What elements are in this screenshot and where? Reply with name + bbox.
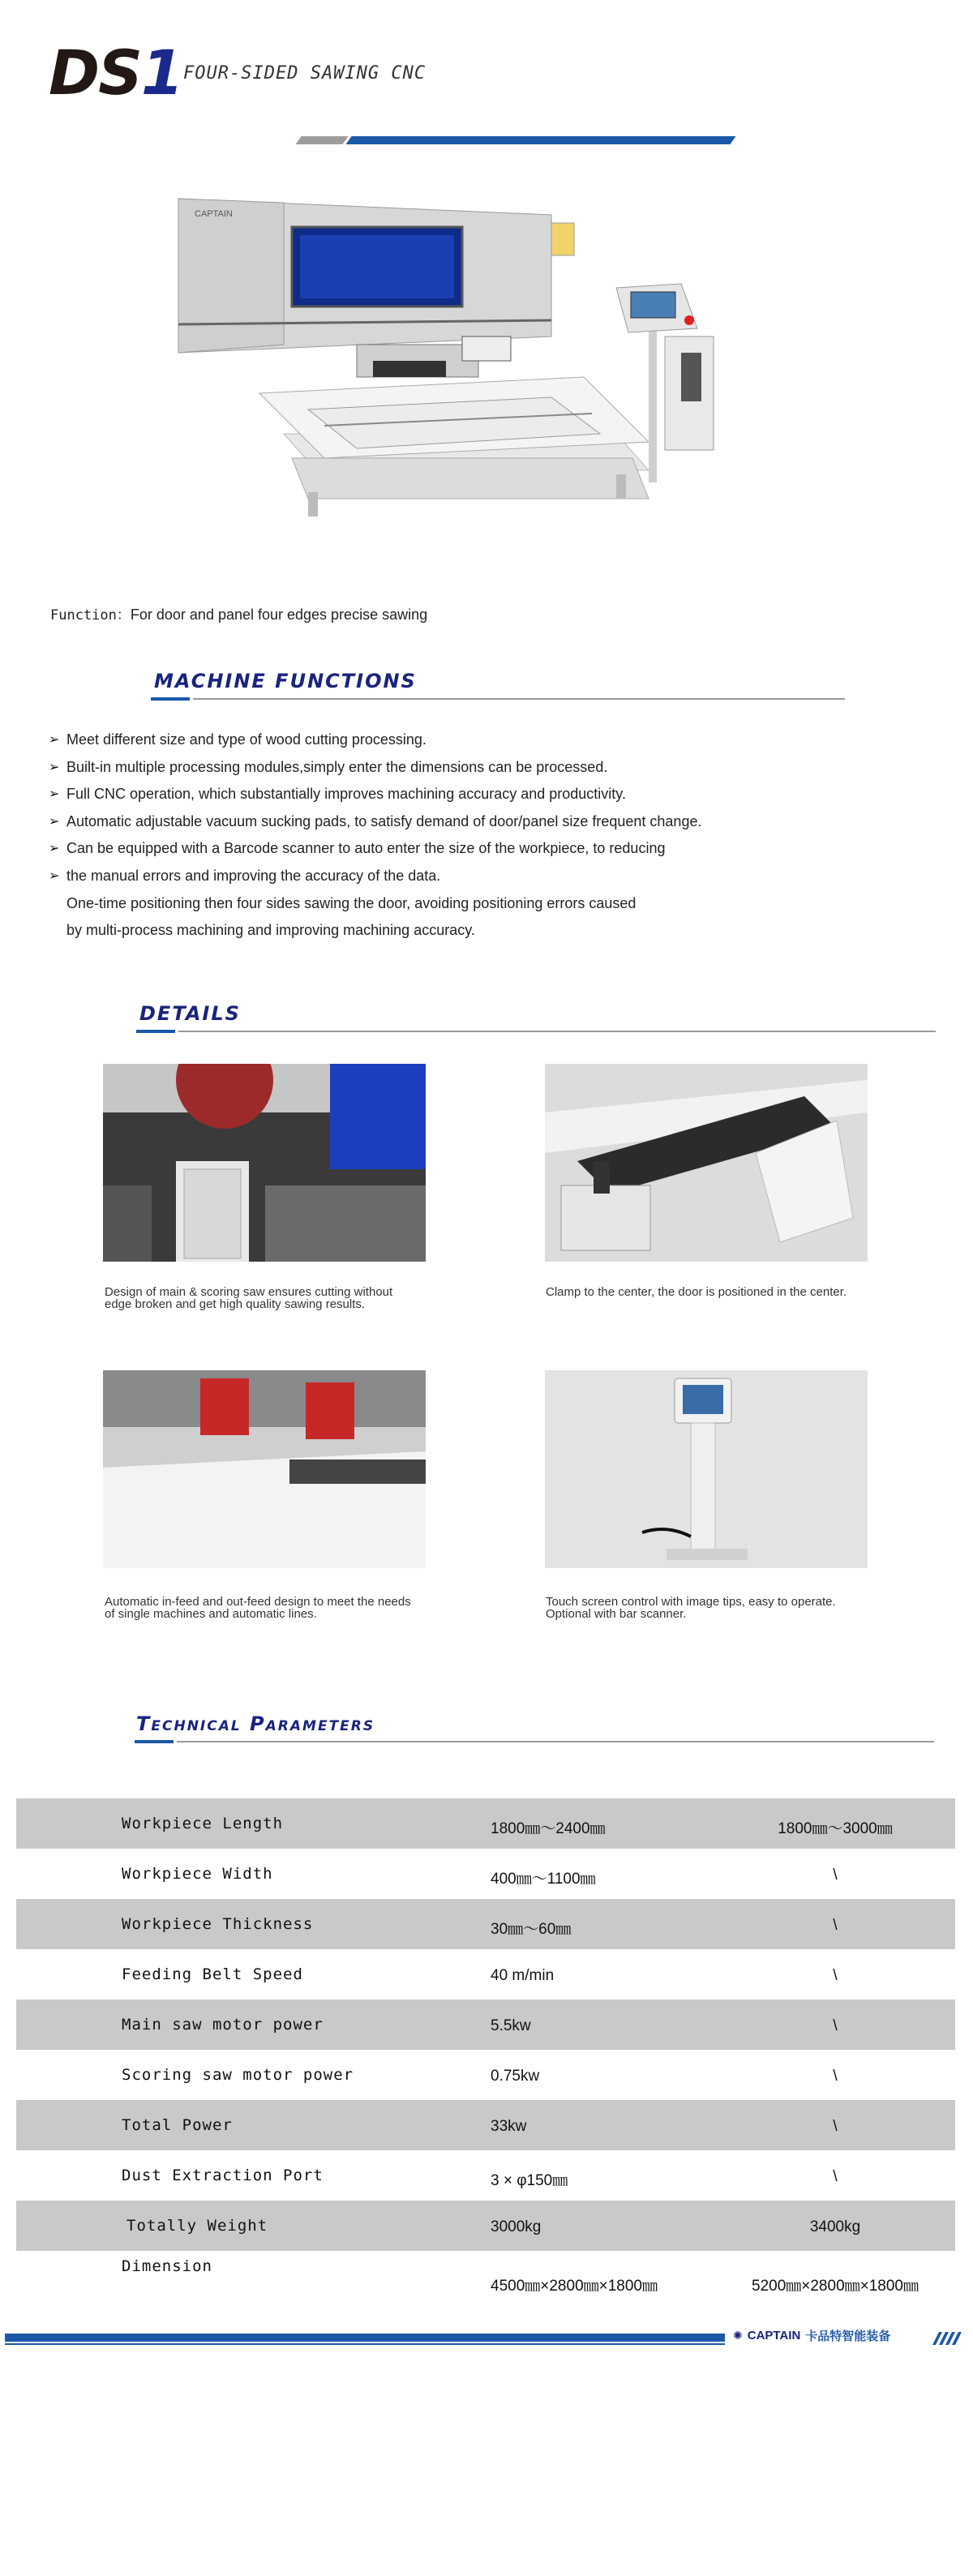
list-item: ➢ the manual errors and improving the accuracy of the data. [49, 863, 778, 890]
machine-functions-list [49, 727, 778, 945]
arrow-bullet-icon: ➢ [49, 760, 60, 774]
detail-caption-2: Clamp to the center, the door is positioned in the center. [546, 1285, 847, 1299]
list-item: ➢ Full CNC operation, which substantially improves machining accuracy and productivity. [49, 781, 778, 808]
model-subtitle: FOUR-SIDED SAWING CNC [183, 63, 426, 84]
table-row: Workpiece Length 1800㎜～2400㎜ 1800㎜～3000㎜ [16, 1798, 955, 1849]
detail-photo-infeed [103, 1370, 426, 1568]
table-row: Dust Extraction Port 3 × φ150㎜ \ [122, 2167, 838, 2189]
arrow-bullet-icon: ➢ [49, 733, 60, 747]
model-title [49, 36, 182, 109]
details-heading: DETAILS [139, 1002, 241, 1025]
table-row: Feeding Belt Speed 40 m/min \ [122, 1965, 838, 1984]
list-item: ➢ Can be equipped with a Barcode scanner to auto enter the size of the workpiece, to reducing [49, 835, 778, 863]
footer-divider [5, 2334, 725, 2345]
table-row: Workpiece Thickness 30㎜～60㎜ \ [16, 1899, 955, 1949]
detail-photo-touchscreen [545, 1370, 868, 1568]
table-row: Workpiece Width 400㎜～1100㎜ \ [122, 1865, 838, 1888]
machine-functions-rule [151, 697, 845, 701]
table-row: Dimension 4500㎜×2800㎜×1800㎜ 5200㎜×2800㎜×1800㎜ [122, 2257, 919, 2295]
function-text: For door and panel four edges precise sawing [130, 606, 428, 623]
captain-logo-icon: ✺ [733, 2329, 743, 2342]
detail-caption-1: Design of main & scoring saw ensures cutting without edge broken and get high quality sawing results. [105, 1285, 393, 1311]
machine-brand-label: CAPTAIN [195, 209, 233, 219]
function-label: Function： [50, 607, 131, 624]
table-row: Scoring saw motor power 0.75kw \ [122, 2066, 838, 2085]
machine-functions-heading: MACHINE FUNCTIONS [154, 670, 417, 692]
technical-rule [135, 1740, 934, 1743]
list-item: ➢ Built-in multiple processing modules,simply enter the dimensions can be processed. [49, 754, 778, 782]
header-divider [298, 136, 733, 144]
footer-brand-cn: 卡品特智能装备 [805, 2330, 891, 2343]
table-row: Main saw motor power 5.5kw \ [16, 2000, 955, 2050]
footer-stripes-icon [932, 2332, 962, 2349]
model-prefix: DS [49, 36, 141, 109]
detail-caption-4: Touch screen control with image tips, easy to operate. Optional with bar scanner. [546, 1595, 836, 1621]
arrow-bullet-icon: ➢ [49, 787, 60, 802]
footer-brand: CAPTAIN [747, 2329, 801, 2342]
arrow-bullet-icon: ➢ [49, 868, 60, 883]
arrow-bullet-icon: ➢ [49, 814, 60, 829]
list-item: ➢ Meet different size and type of wood cutting processing. [49, 727, 778, 754]
detail-caption-3: Automatic in-feed and out-feed design to meet the needs of single machines and automatic lines. [105, 1595, 411, 1621]
machine-image [162, 191, 746, 539]
list-item-continuation: by multi-process machining and improving machining accuracy. [66, 922, 475, 939]
details-rule [136, 1030, 936, 1033]
list-item: ➢ Automatic adjustable vacuum sucking pads, to satisfy demand of door/panel size frequent change. [49, 808, 778, 836]
technical-parameters-heading: Technical Parameters [136, 1712, 375, 1735]
model-number: 1 [140, 36, 182, 109]
table-row: Totally Weight 3000kg 3400kg [16, 2201, 955, 2251]
function-line [50, 603, 427, 624]
table-row: Total Power 33kw \ [16, 2100, 955, 2150]
detail-photo-saw [103, 1064, 426, 1262]
list-item-continuation: One-time positioning then four sides sawing the door, avoiding positioning errors caused [66, 894, 637, 911]
detail-photo-clamp [545, 1064, 868, 1262]
arrow-bullet-icon: ➢ [49, 842, 60, 856]
footer-logo [733, 2327, 890, 2344]
